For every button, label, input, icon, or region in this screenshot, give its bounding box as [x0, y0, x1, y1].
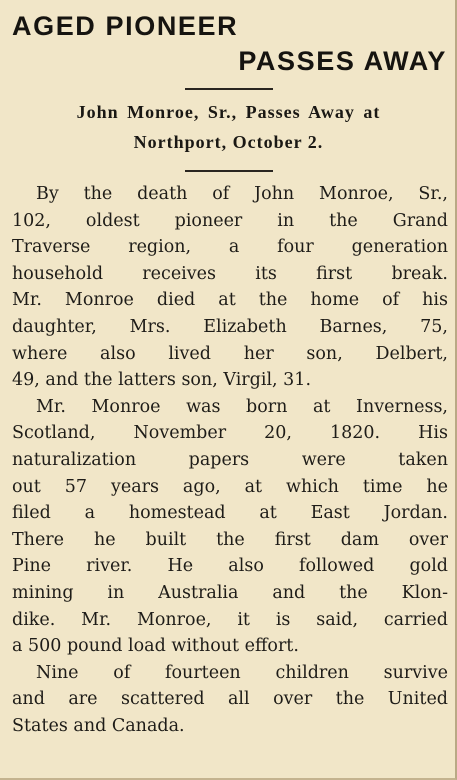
text-line: Nine of fourteen children survive	[36, 662, 448, 683]
text-line: where also lived her son, Delbert,	[12, 343, 448, 364]
text-line: States and Canada.	[12, 715, 185, 736]
text-line: naturalization papers were taken	[12, 449, 448, 470]
article-paragraph	[12, 181, 448, 394]
text-line: Mr. Monroe was born at Inverness,	[36, 396, 448, 417]
text-line: 49, and the latters son, Virgil, 31.	[12, 370, 312, 391]
article-paragraph	[12, 394, 448, 660]
rule-under-subhead	[185, 170, 273, 172]
text-line: a 500 pound load without effort.	[12, 636, 299, 657]
text-line: out 57 years ago, at which time he	[12, 476, 448, 497]
rule-under-headline	[185, 88, 273, 90]
subhead-line-2: Northport, October 2.	[133, 132, 324, 152]
text-line: 102, oldest pioneer in the Grand	[12, 210, 448, 231]
text-line: dike. Mr. Monroe, it is said, carried	[12, 609, 448, 630]
text-line: There he built the first dam over	[12, 529, 448, 550]
text-line: Scotland, November 20, 1820. His	[12, 423, 448, 444]
text-line: and are scattered all over the United	[12, 689, 448, 710]
text-line: By the death of John Monroe, Sr.,	[36, 184, 448, 204]
text-line: Traverse region, a four generation	[12, 237, 448, 258]
headline-line-1: AGED PIONEER	[12, 11, 239, 41]
article-paragraph	[12, 660, 448, 740]
text-line: Mr. Monroe died at the home of his	[12, 290, 448, 311]
article-body	[12, 181, 448, 739]
text-line: filed a homestead at East Jordan.	[12, 503, 448, 524]
text-line: daughter, Mrs. Elizabeth Barnes, 75,	[12, 316, 448, 337]
headline-line-2: PASSES AWAY	[238, 46, 447, 76]
subhead-line-1: John Monroe, Sr., Passes Away at	[76, 102, 381, 122]
text-line: mining in Australia and the Klon-	[12, 582, 448, 603]
text-line: Pine river. He also followed gold	[12, 556, 448, 577]
text-line: household receives its first break.	[12, 263, 448, 284]
